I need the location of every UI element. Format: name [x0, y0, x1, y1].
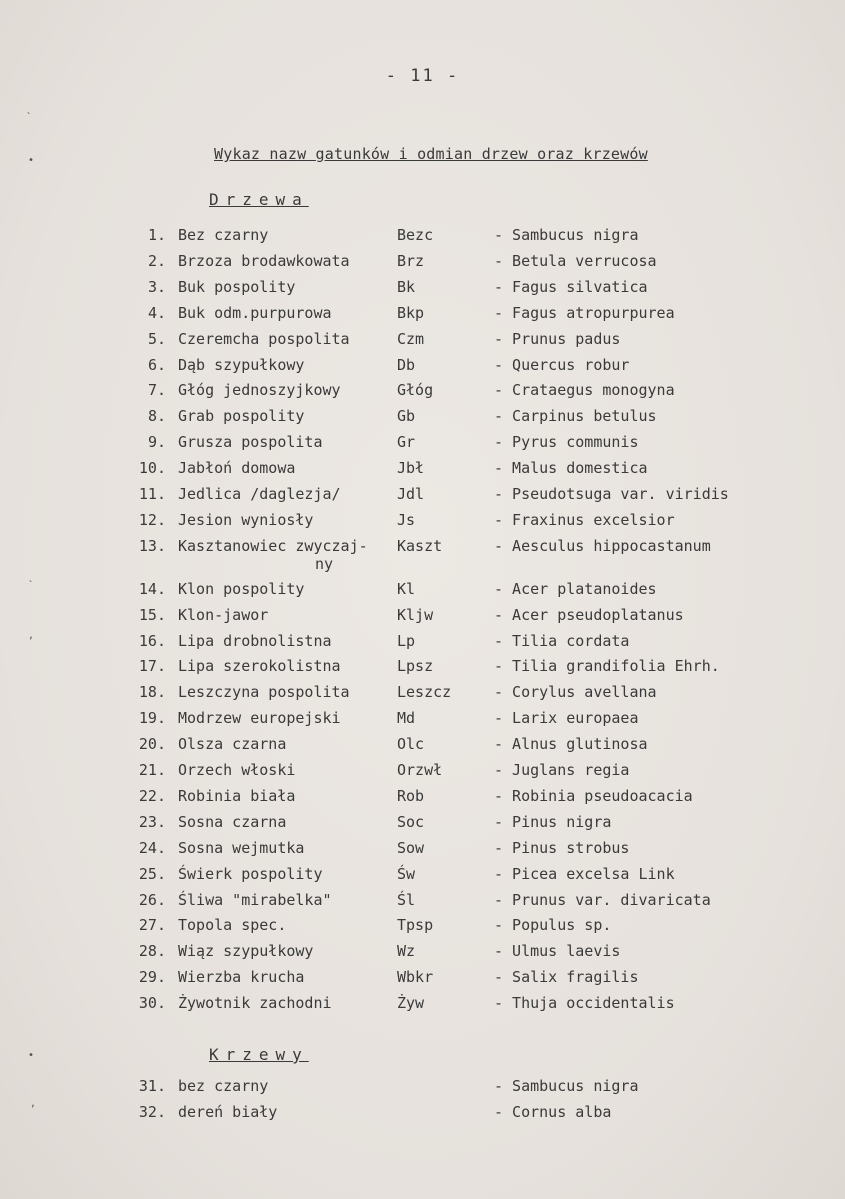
list-item	[0, 968, 845, 992]
item-latin-name: - Acer platanoides	[494, 579, 657, 598]
item-abbreviation: Md	[397, 709, 416, 728]
item-latin-name: - Acer pseudoplatanus	[494, 605, 684, 624]
list-item	[0, 433, 845, 457]
list-item	[0, 632, 845, 656]
item-abbreviation: Kl	[397, 579, 416, 598]
list-item	[0, 683, 845, 707]
item-polish-name: Dąb szypułkowy	[178, 355, 305, 374]
item-polish-name: Sosna wejmutka	[178, 838, 305, 857]
list-item	[0, 580, 845, 604]
item-abbreviation: Db	[397, 355, 416, 374]
item-number: 17.	[138, 657, 166, 676]
list-item	[0, 459, 845, 483]
list-item	[0, 330, 845, 354]
item-polish-name: dereń biały	[178, 1102, 278, 1121]
item-number: 6.	[147, 355, 166, 374]
list-item	[0, 1103, 845, 1127]
item-polish-name: Żywotnik zachodni	[178, 994, 332, 1013]
list-item	[0, 942, 845, 966]
scan-mark: `	[28, 580, 35, 591]
item-abbreviation: Bezc	[397, 226, 434, 244]
item-number: 11.	[138, 485, 166, 503]
item-abbreviation: Wbkr	[397, 968, 434, 987]
list-item	[0, 761, 845, 785]
item-polish-name: Wierzba krucha	[178, 968, 305, 987]
item-number: 5.	[147, 329, 166, 348]
item-number: 13.	[138, 536, 166, 555]
item-polish-name: Leszczyna pospolita	[178, 683, 350, 702]
item-latin-name: - Pseudotsuga var. viridis	[494, 485, 729, 503]
item-polish-name: Modrzew europejski	[178, 709, 341, 728]
item-number: 27.	[138, 916, 166, 935]
item-latin-name: - Pinus nigra	[494, 812, 612, 831]
item-polish-name: Grusza pospolita	[178, 433, 323, 452]
item-polish-name: Kasztanowiec zwyczaj-	[178, 536, 368, 555]
item-number: 22.	[138, 786, 166, 805]
list-item	[0, 865, 845, 889]
item-polish-name: Jedlica /daglezja/	[178, 485, 341, 503]
item-number: 21.	[138, 761, 166, 779]
item-polish-name: Klon pospolity	[178, 579, 305, 598]
list-item	[0, 381, 845, 405]
item-number: 28.	[138, 942, 166, 961]
item-abbreviation: Jbł	[397, 459, 425, 478]
item-abbreviation: Lp	[397, 631, 416, 650]
item-abbreviation: Js	[397, 510, 416, 529]
item-abbreviation: Wz	[397, 942, 416, 961]
item-latin-name: - Prunus var. divaricata	[494, 890, 711, 909]
list-item	[0, 735, 845, 759]
list-item	[0, 657, 845, 681]
list-item	[0, 511, 845, 535]
page-title: Wykaz nazw gatunków i odmian drzew oraz krzewów	[214, 145, 648, 163]
item-number: 18.	[138, 683, 166, 702]
item-latin-name: - Sambucus nigra	[494, 226, 639, 244]
item-number: 4.	[147, 303, 166, 322]
scan-mark: ,	[28, 630, 35, 641]
item-latin-name: - Thuja occidentalis	[494, 994, 675, 1013]
list-item	[0, 304, 845, 328]
item-abbreviation: Sow	[397, 838, 425, 857]
item-latin-name: - Cornus alba	[494, 1102, 612, 1121]
item-number: 23.	[138, 812, 166, 831]
item-number: 14.	[138, 579, 166, 598]
scan-mark: `	[26, 112, 33, 123]
item-latin-name: - Betula verrucosa	[494, 251, 657, 270]
list-item	[0, 252, 845, 276]
item-number: 24.	[138, 838, 166, 857]
list-item	[0, 606, 845, 630]
item-latin-name: - Juglans regia	[494, 761, 630, 779]
item-abbreviation: Bkp	[397, 303, 425, 322]
list-item	[0, 356, 845, 380]
item-polish-name: Robinia biała	[178, 786, 296, 805]
list-item	[0, 891, 845, 915]
item-number: 31.	[138, 1077, 166, 1095]
item-polish-name: Topola spec.	[178, 916, 287, 935]
item-polish-name: Czeremcha pospolita	[178, 329, 350, 348]
scan-mark: •	[28, 1050, 35, 1061]
item-number: 12.	[138, 510, 166, 529]
list-item	[0, 278, 845, 302]
item-latin-name: - Malus domestica	[494, 459, 648, 478]
item-number: 10.	[138, 459, 166, 478]
item-number: 19.	[138, 709, 166, 728]
item-latin-name: - Fagus atropurpurea	[494, 303, 675, 322]
item-latin-name: - Sambucus nigra	[494, 1077, 639, 1095]
item-abbreviation: Gr	[397, 433, 416, 452]
item-latin-name: - Tilia cordata	[494, 631, 630, 650]
item-polish-name: bez czarny	[178, 1077, 269, 1095]
item-latin-name: - Quercus robur	[494, 355, 630, 374]
item-polish-name: Jabłoń domowa	[178, 459, 296, 478]
item-latin-name: - Pyrus communis	[494, 433, 639, 452]
item-abbreviation: Śl	[397, 890, 416, 909]
item-abbreviation: Kljw	[397, 605, 434, 624]
item-latin-name: - Prunus padus	[494, 329, 621, 348]
item-latin-name: - Tilia grandifolia Ehrh.	[494, 657, 720, 676]
item-polish-name: Brzoza brodawkowata	[178, 251, 350, 270]
item-abbreviation: Leszcz	[397, 683, 452, 702]
item-polish-name: Wiąz szypułkowy	[178, 942, 314, 961]
item-number: 8.	[147, 407, 166, 426]
list-item	[0, 839, 845, 863]
list-item	[0, 226, 845, 250]
item-latin-name: - Fraxinus excelsior	[494, 510, 675, 529]
page-number: - 11 -	[385, 66, 460, 86]
item-latin-name: - Picea excelsa Link	[494, 864, 675, 883]
item-latin-name: - Salix fragilis	[494, 968, 639, 987]
item-latin-name: - Ulmus laevis	[494, 942, 621, 961]
item-polish-name: Lipa drobnolistna	[178, 631, 332, 650]
item-number: 29.	[138, 968, 166, 987]
item-abbreviation: Olc	[397, 735, 425, 754]
item-abbreviation: Rob	[397, 786, 425, 805]
section-heading-shrubs: Krzewy	[209, 1045, 309, 1064]
section-heading-trees: Drzewa	[209, 190, 309, 209]
list-item	[0, 994, 845, 1018]
item-polish-name: Jesion wyniosły	[178, 510, 314, 529]
item-abbreviation: Orzwł	[397, 761, 443, 779]
item-latin-name: - Crataegus monogyna	[494, 381, 675, 400]
item-abbreviation: Głóg	[397, 381, 434, 400]
list-item	[0, 537, 845, 561]
list-item	[0, 916, 845, 940]
item-number: 26.	[138, 890, 166, 909]
item-polish-name: Lipa szerokolistna	[178, 657, 341, 676]
item-polish-name: Śliwa "mirabelka"	[178, 890, 332, 909]
item-number: 9.	[147, 433, 166, 452]
item-polish-name: Klon-jawor	[178, 605, 269, 624]
item-abbreviation: Brz	[397, 251, 425, 270]
item-number: 3.	[147, 277, 166, 296]
list-item	[0, 485, 845, 509]
item-latin-name: - Fagus silvatica	[494, 277, 648, 296]
list-item	[0, 709, 845, 733]
item-abbreviation: Żyw	[397, 994, 425, 1013]
item-abbreviation: Lpsz	[397, 657, 434, 676]
item-polish-name: Bez czarny	[178, 226, 269, 244]
item-polish-name: Grab pospolity	[178, 407, 305, 426]
list-item	[0, 1077, 845, 1101]
item-abbreviation: Św	[397, 864, 416, 883]
item-abbreviation: Soc	[397, 812, 425, 831]
item-polish-name: Orzech włoski	[178, 761, 296, 779]
item-polish-name: Buk odm.purpurowa	[178, 303, 332, 322]
item-polish-name: Olsza czarna	[178, 735, 287, 754]
item-latin-name: - Robinia pseudoacacia	[494, 786, 693, 805]
item-number: 2.	[147, 251, 166, 270]
item-latin-name: - Pinus strobus	[494, 838, 630, 857]
item-polish-name: Sosna czarna	[178, 812, 287, 831]
item-abbreviation: Bk	[397, 277, 416, 296]
list-item	[0, 787, 845, 811]
item-number: 20.	[138, 735, 166, 754]
item-latin-name: - Aesculus hippocastanum	[494, 536, 711, 555]
item-number: 1.	[147, 226, 166, 244]
scan-mark: •	[28, 155, 35, 166]
item-polish-name: Buk pospolity	[178, 277, 296, 296]
item-abbreviation: Tpsp	[397, 916, 434, 935]
item-abbreviation: Kaszt	[397, 536, 443, 555]
scan-mark: ,	[30, 1098, 37, 1109]
item-number: 7.	[147, 381, 166, 400]
item-latin-name: - Larix europaea	[494, 709, 639, 728]
item-number: 25.	[138, 864, 166, 883]
item-latin-name: - Corylus avellana	[494, 683, 657, 702]
item-abbreviation: Jdl	[397, 485, 425, 503]
item-number: 16.	[138, 631, 166, 650]
item-latin-name: - Alnus glutinosa	[494, 735, 648, 754]
item-abbreviation: Gb	[397, 407, 416, 426]
item-latin-name: - Carpinus betulus	[494, 407, 657, 426]
item-name-continuation: ny	[315, 554, 334, 573]
item-abbreviation: Czm	[397, 329, 425, 348]
item-polish-name: Świerk pospolity	[178, 864, 323, 883]
item-number: 30.	[138, 994, 166, 1013]
item-latin-name: - Populus sp.	[494, 916, 612, 935]
item-number: 15.	[138, 605, 166, 624]
item-polish-name: Głóg jednoszyjkowy	[178, 381, 341, 400]
list-item	[0, 813, 845, 837]
item-number: 32.	[138, 1102, 166, 1121]
list-item	[0, 407, 845, 431]
